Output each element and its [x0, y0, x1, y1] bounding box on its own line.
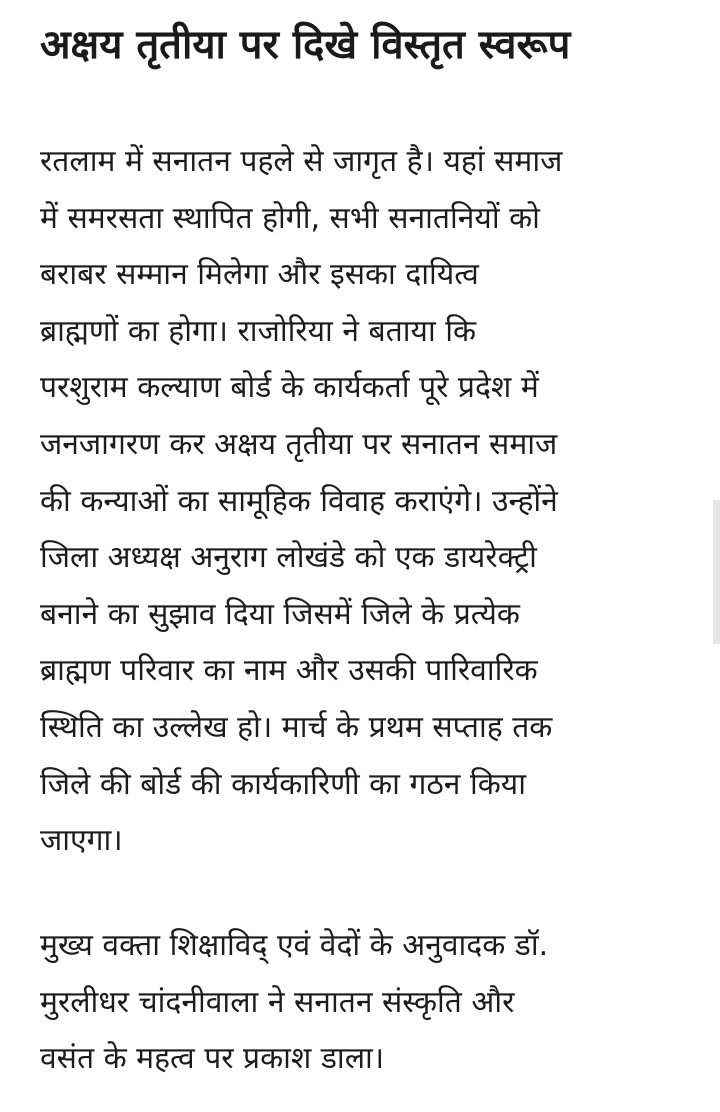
- paragraph-line: बराबर सम्मान मिलेगा और इसका दायित्व: [40, 257, 479, 293]
- paragraph-line: ब्राह्मण परिवार का नाम और उसकी पारिवारिक: [40, 653, 538, 689]
- article-paragraph-1: [40, 134, 700, 870]
- paragraph-line: जिले की बोर्ड की कार्यकारिणी का गठन किया: [40, 766, 526, 802]
- paragraph-line: स्थिति का उल्लेख हो। मार्च के प्रथम सप्ताह तक: [40, 709, 553, 745]
- paragraph-line: में समरसता स्थापित होगी, सभी सनातनियों को: [40, 200, 540, 236]
- paragraph-line: बनाने का सुझाव दिया जिसमें जिले के प्रत्येक: [40, 596, 520, 632]
- paragraph-line: रतलाम में सनातन पहले से जागृत है। यहां समाज: [40, 144, 563, 179]
- paragraph-line: जिला अध्यक्ष अनुराग लोखंडे को एक डायरेक्ट्री: [40, 540, 537, 576]
- paragraph-line: मुरलीधर चांदनीवाला ने सनातन संस्कृति और: [40, 984, 515, 1020]
- paragraph-line: की कन्याओं का सामूहिक विवाह कराएंगे। उन्होंने: [40, 483, 558, 519]
- paragraph-line: मुख्य वक्ता शिक्षाविद् एवं वेदों के अनुवादक डॉ.: [40, 928, 549, 963]
- scrollbar[interactable]: [713, 500, 720, 644]
- article-headline: अक्षय तृतीया पर दिखे विस्तृत स्वरूप: [40, 22, 571, 68]
- paragraph-line: जाएगा।: [40, 823, 123, 859]
- article-paragraph-2: [40, 918, 700, 1088]
- paragraph-line: जनजागरण कर अक्षय तृतीया पर सनातन समाज: [40, 426, 558, 462]
- paragraph-line: ब्राह्मणों का होगा। राजोरिया ने बताया कि: [40, 313, 477, 349]
- paragraph-line: परशुराम कल्याण बोर्ड के कार्यकर्ता पूरे प्रदेश में: [40, 370, 539, 406]
- paragraph-line: वसंत के महत्व पर प्रकाश डाला।: [40, 1041, 385, 1077]
